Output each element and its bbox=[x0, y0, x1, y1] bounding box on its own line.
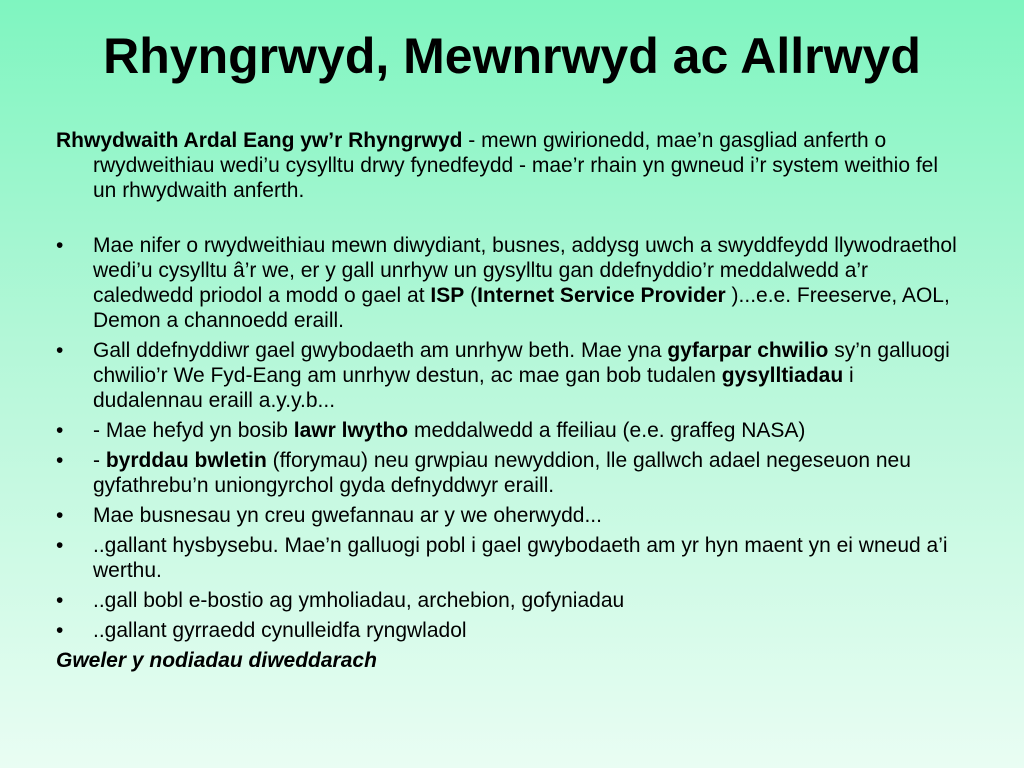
bullet-marker: • bbox=[56, 419, 64, 442]
bullet-text: ..gall bobl e-bostio ag ymholiadau, archebion, gofyniadau bbox=[93, 589, 625, 612]
bullet-item-email bbox=[56, 588, 966, 613]
bullet-marker: • bbox=[56, 234, 64, 257]
bullet-bold-text: Internet Service Provider bbox=[477, 284, 726, 307]
bullet-marker: • bbox=[56, 589, 64, 612]
bullet-text: i dudalennau eraill a.y.y.b... bbox=[93, 364, 854, 412]
bullet-bold-text: ISP bbox=[430, 284, 465, 307]
bullet-bold-text: gysylltiadau bbox=[721, 364, 844, 387]
bullet-text: (fforymau) neu grwpiau newyddion, lle gallwch adael negeseuon neu gyfathrebu’n uniongyrchol gyda defnyddwyr eraill. bbox=[93, 449, 911, 497]
bullet-list bbox=[56, 233, 966, 643]
bullet-marker: • bbox=[56, 504, 64, 527]
bullet-bold-text: lawr lwytho bbox=[293, 419, 409, 442]
bullet-item-bulletin-boards bbox=[56, 448, 966, 498]
bullet-item-networks bbox=[56, 233, 966, 333]
bullet-bold-text: gyfarpar chwilio bbox=[667, 339, 829, 362]
bullet-text: ( bbox=[464, 284, 478, 307]
bullet-text: ..gallant gyrraedd cynulleidfa ryngwladol bbox=[93, 619, 467, 642]
bullet-item-download bbox=[56, 418, 966, 443]
bullet-text: Mae nifer o rwydweithiau mewn diwydiant, busnes, addysg uwch a swyddfeydd llywodraethol wedi’u cysylltu â’r we, er y gall unrhyw un gysylltu gan ddefnyddio’r meddalwedd a’r caledwedd priodol a modd o gael at bbox=[93, 234, 957, 307]
bullet-text: - Mae hefyd yn bosib bbox=[93, 419, 294, 442]
bullet-text: )...e.e. Freeserve, AOL, Demon a channoedd eraill. bbox=[93, 284, 950, 332]
bullet-text: ..gallant hysbysebu. Mae’n galluogi pobl i gael gwybodaeth am yr hyn maent yn ei wneud a’i werthu. bbox=[93, 534, 948, 582]
bullet-text: meddalwedd a ffeiliau (e.e. graffeg NASA) bbox=[408, 419, 806, 442]
bullet-bold-text: byrddau bwletin bbox=[105, 449, 267, 472]
bullet-text: Gall ddefnyddiwr gael gwybodaeth am unrhyw beth. Mae yna bbox=[93, 339, 668, 362]
bullet-marker: • bbox=[56, 449, 64, 472]
intro-text: - mewn gwirionedd, mae’n gasgliad anferth o rwydweithiau wedi’u cysylltu drwy fynedfeydd - mae’r rhain yn gwneud i’r system weithio fel un rhwydwaith anferth. bbox=[93, 129, 939, 202]
slide-title: Rhyngrwyd, Mewnrwyd ac Allrwyd bbox=[103, 28, 921, 84]
bullet-item-businesses bbox=[56, 503, 966, 528]
bullet-item-advertise bbox=[56, 533, 966, 583]
intro-bold-text: Rhwydwaith Ardal Eang yw’r Rhyngrwyd bbox=[56, 129, 463, 152]
bullet-marker: • bbox=[56, 619, 64, 642]
bullet-text: Mae busnesau yn creu gwefannau ar y we oherwydd... bbox=[93, 504, 602, 527]
bullet-marker: • bbox=[56, 339, 64, 362]
bullet-text: sy’n galluogi chwilio’r We Fyd-Eang am unrhyw destun, ac mae gan bob tudalen bbox=[93, 339, 950, 387]
bullet-marker: • bbox=[56, 534, 64, 557]
slide-content bbox=[56, 128, 966, 673]
bullet-item-international bbox=[56, 618, 966, 643]
bullet-text: - bbox=[93, 449, 106, 472]
footer-note: Gweler y nodiadau diweddarach bbox=[56, 649, 377, 672]
bullet-item-search bbox=[56, 338, 966, 413]
intro-paragraph bbox=[56, 128, 966, 203]
